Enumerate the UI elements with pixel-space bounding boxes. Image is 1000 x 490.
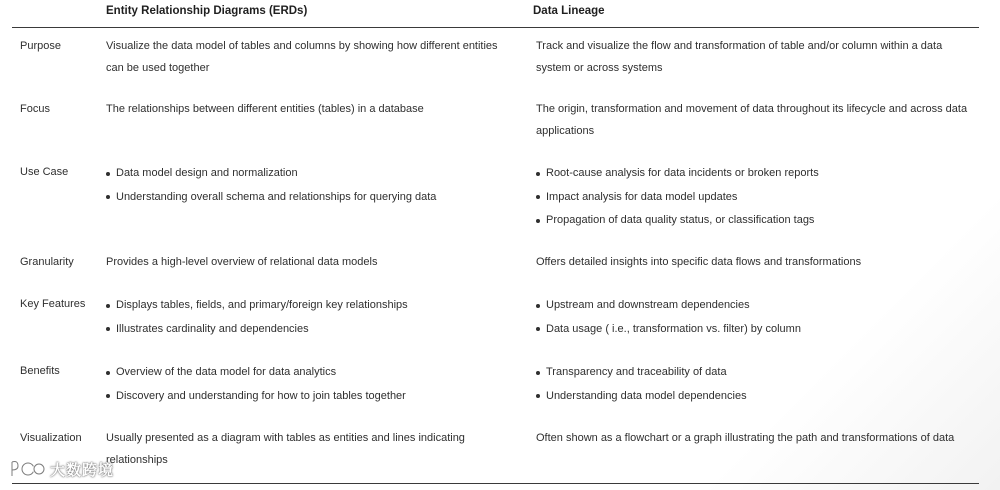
key-features-lineage — [536, 294, 976, 341]
use-case-lineage — [536, 162, 976, 233]
list-item: Illustrates cardinality and dependencies — [106, 318, 518, 342]
row-label-benefits: Benefits — [20, 365, 60, 377]
watermark-logo-icon — [8, 458, 46, 480]
row-label-use-case: Use Case — [20, 166, 69, 178]
list-item: Overview of the data model for data analytics — [106, 361, 518, 385]
watermark-text: 大数跨境 — [50, 461, 115, 479]
focus-erd: The relationships between different entities (tables) in a database — [106, 103, 424, 115]
list-item: Root-cause analysis for data incidents or broken reports — [536, 162, 976, 186]
row-label-key-features: Key Features — [20, 298, 86, 310]
granularity-lineage: Offers detailed insights into specific data flows and transformations — [536, 256, 862, 268]
row-label-purpose: Purpose — [20, 40, 61, 52]
list-item: Understanding overall schema and relationships for querying data — [106, 186, 518, 210]
list-item: Data model design and normalization — [106, 162, 518, 186]
header-erd: Entity Relationship Diagrams (ERDs) — [106, 5, 308, 17]
use-case-erd — [106, 162, 518, 209]
list-item: Transparency and traceability of data — [536, 361, 976, 385]
purpose-erd: Visualize the data model of tables and columns by showing how different entities can be used together — [106, 40, 498, 74]
bottom-divider — [12, 483, 979, 484]
visualization-erd: Usually presented as a diagram with tables as entities and lines indicating relationships — [106, 432, 465, 466]
header-divider — [12, 27, 979, 28]
benefits-lineage — [536, 361, 976, 408]
purpose-lineage: Track and visualize the flow and transformation of table and/or column within a data system or across systems — [536, 40, 943, 74]
list-item: Propagation of data quality status, or classification tags — [536, 209, 976, 233]
list-item: Upstream and downstream dependencies — [536, 294, 976, 318]
key-features-erd — [106, 294, 518, 341]
watermark — [8, 458, 114, 480]
row-label-visualization: Visualization — [20, 432, 82, 444]
visualization-lineage: Often shown as a flowchart or a graph illustrating the path and transformations of data — [536, 432, 955, 444]
list-item: Impact analysis for data model updates — [536, 186, 976, 210]
granularity-erd: Provides a high-level overview of relational data models — [106, 256, 378, 268]
header-data-lineage: Data Lineage — [533, 5, 605, 17]
list-item: Data usage ( i.e., transformation vs. filter) by column — [536, 318, 976, 342]
focus-lineage: The origin, transformation and movement of data throughout its lifecycle and across data applications — [536, 103, 968, 137]
list-item: Understanding data model dependencies — [536, 385, 976, 409]
list-item: Displays tables, fields, and primary/foreign key relationships — [106, 294, 518, 318]
row-label-granularity: Granularity — [20, 256, 74, 268]
benefits-erd — [106, 361, 518, 408]
row-label-focus: Focus — [20, 103, 50, 115]
list-item: Discovery and understanding for how to join tables together — [106, 385, 518, 409]
